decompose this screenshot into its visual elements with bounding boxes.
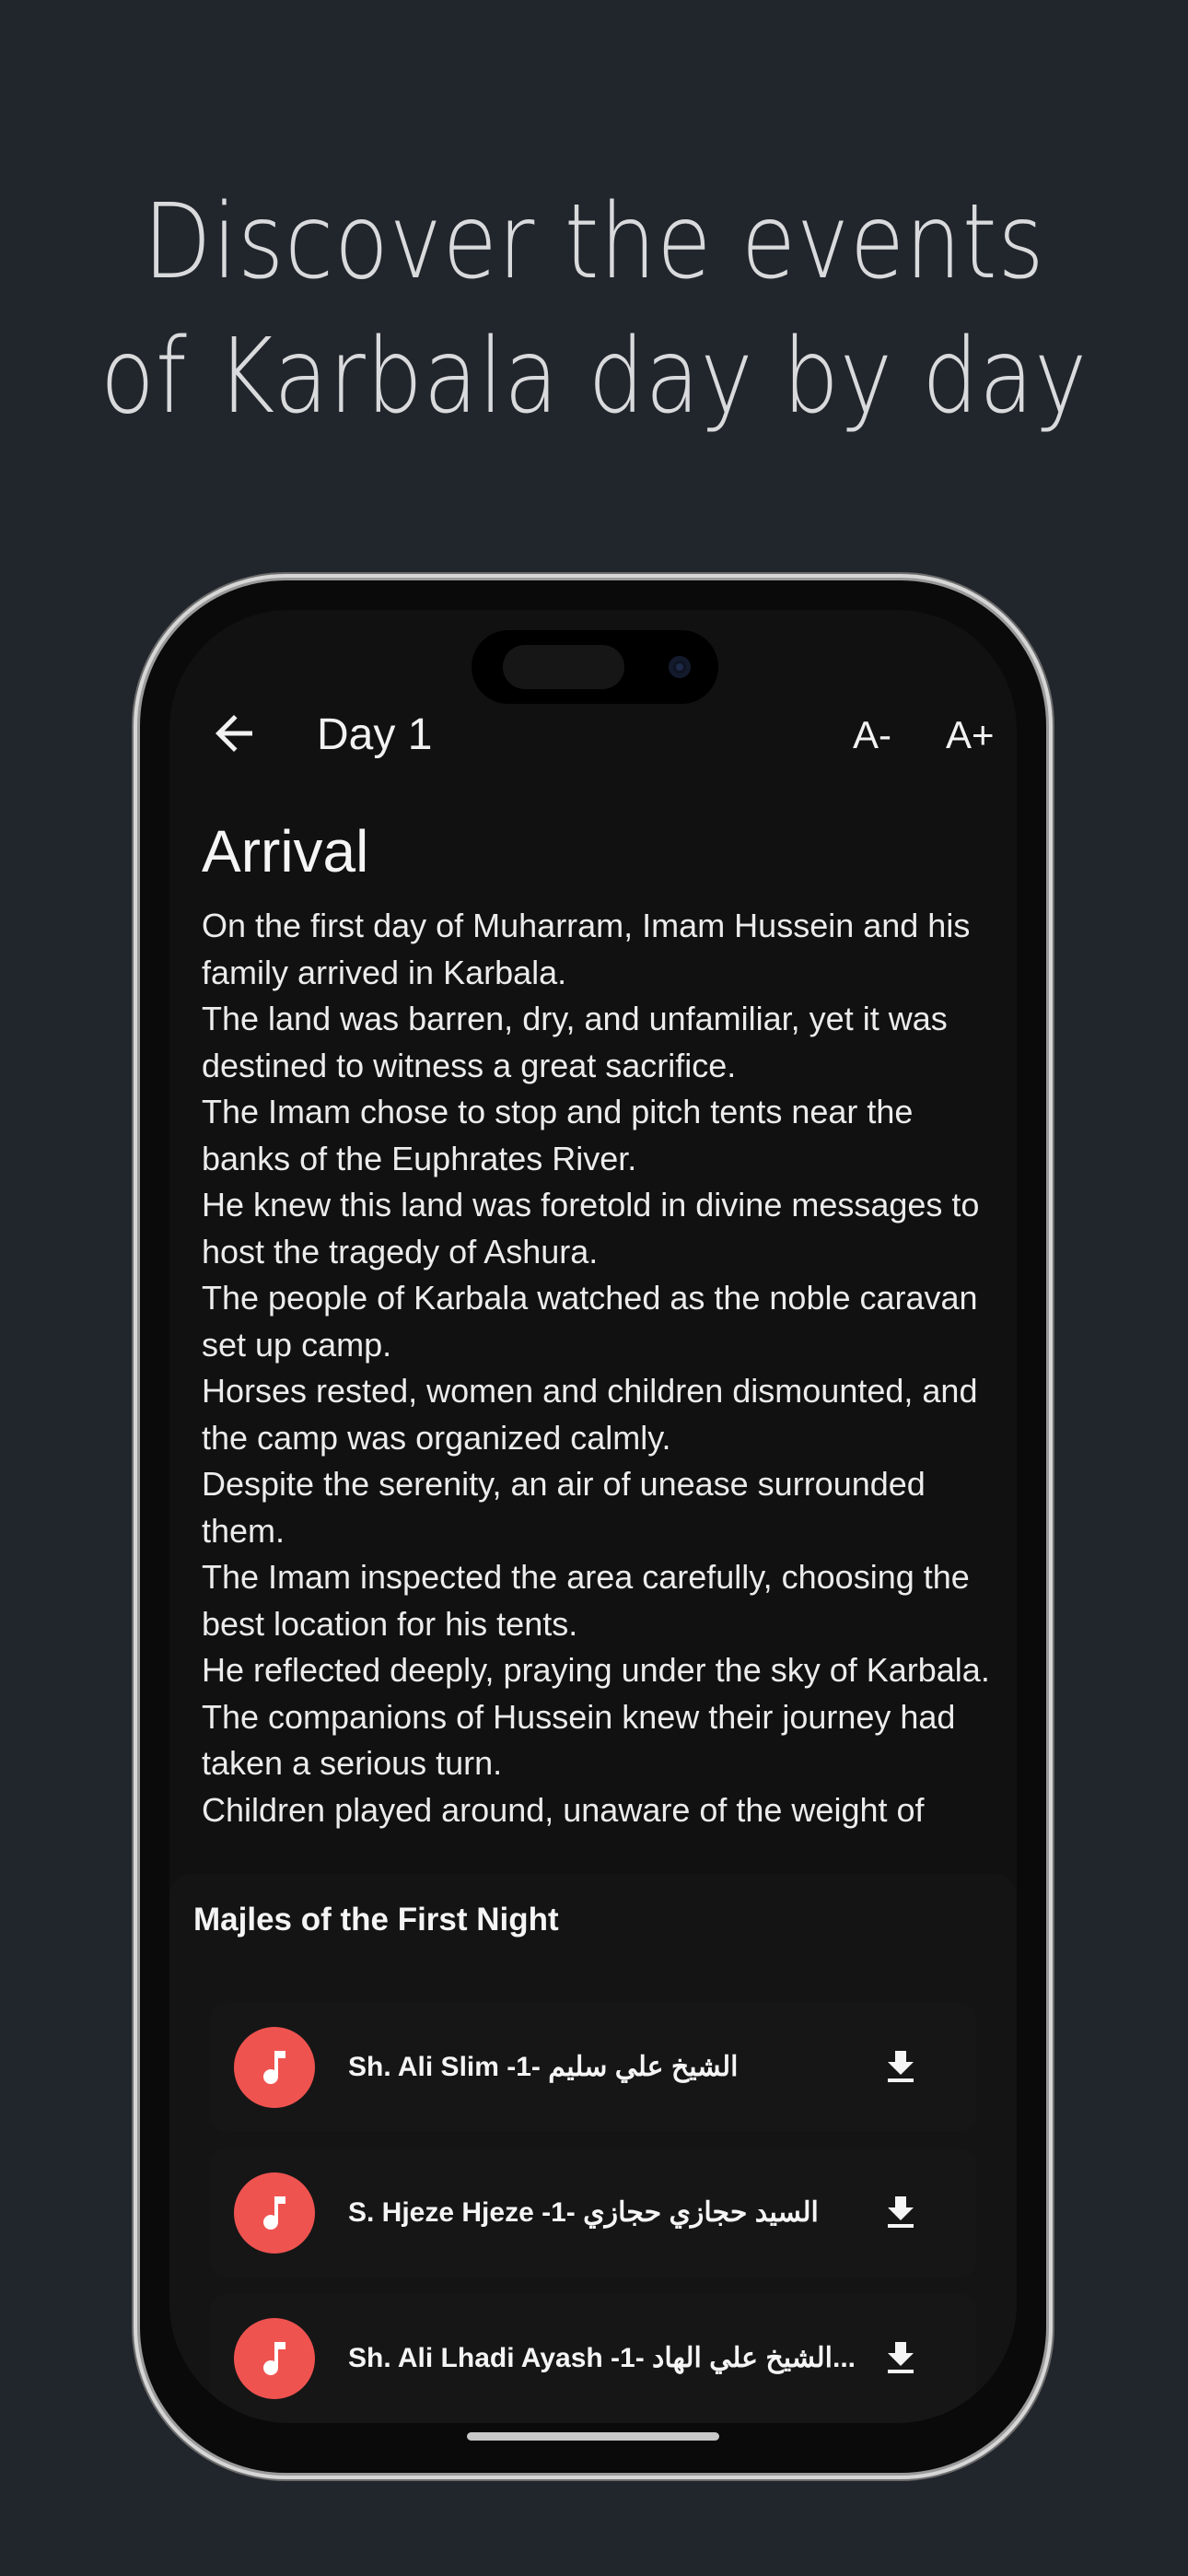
- page-title: Day 1: [317, 710, 433, 759]
- track-item[interactable]: [210, 2149, 976, 2277]
- track-title: S. Hjeze Hjeze -1- السيد حجازي حجازي: [348, 2197, 819, 2228]
- play-track-button[interactable]: [234, 2172, 315, 2254]
- majles-panel: [169, 1874, 1017, 2423]
- article-paragraph: On the first day of Muharram, Imam Hussein and his family arrived in Karbala.: [202, 907, 971, 991]
- app-screen: [169, 610, 1017, 2423]
- article-paragraph: The land was barren, dry, and unfamiliar, yet it was destined to witness a great sacrifice.: [202, 1000, 948, 1084]
- article-paragraph: Despite the serenity, an air of unease surrounded them.: [202, 1465, 926, 1550]
- headline-line-2: of Karbala day by day: [100, 317, 1088, 437]
- play-track-button[interactable]: [234, 2027, 315, 2108]
- article-body: [202, 903, 994, 1833]
- download-icon[interactable]: [879, 2191, 923, 2235]
- article-scroll[interactable]: [202, 903, 994, 1844]
- download-icon[interactable]: [879, 2045, 923, 2090]
- home-indicator[interactable]: [467, 2432, 719, 2441]
- track-item[interactable]: [210, 2294, 976, 2423]
- music-note-icon: [252, 2336, 297, 2381]
- promo-headline: [83, 175, 1104, 444]
- article-paragraph: The Imam inspected the area carefully, choosing the best location for his tents.: [202, 1558, 970, 1643]
- play-track-button[interactable]: [234, 2318, 315, 2399]
- article-paragraph: The Imam chose to stop and pitch tents near the banks of the Euphrates River.: [202, 1093, 914, 1177]
- music-note-icon: [252, 2191, 297, 2235]
- article-title: Arrival: [202, 818, 369, 884]
- arrow-back-icon[interactable]: [206, 706, 262, 761]
- article-paragraph: He knew this land was foretold in divine messages to host the tragedy of Ashura.: [202, 1186, 980, 1270]
- track-title: Sh. Ali Slim -1- الشيخ علي سليم: [348, 2052, 739, 2082]
- track-title: Sh. Ali Lhadi Ayash -1- الشيخ علي الهاد...: [348, 2343, 856, 2373]
- font-decrease-button[interactable]: A-: [853, 713, 891, 756]
- dynamic-island: [472, 630, 718, 704]
- article-paragraph: Children played around, unaware of the weight of: [202, 1790, 925, 1829]
- track-item[interactable]: [210, 2003, 976, 2132]
- music-note-icon: [252, 2045, 297, 2090]
- article-paragraph: The people of Karbala watched as the noble caravan set up camp.: [202, 1279, 978, 1364]
- article-paragraph: He reflected deeply, praying under the sky of Karbala.: [202, 1651, 990, 1689]
- font-increase-button[interactable]: A+: [946, 713, 995, 756]
- article-paragraph: Horses rested, women and children dismounted, and the camp was organized calmly.: [202, 1372, 978, 1457]
- download-icon[interactable]: [879, 2336, 923, 2381]
- majles-title: Majles of the First Night: [193, 1902, 559, 1938]
- headline-line-1: Discover the events: [143, 182, 1045, 302]
- camera-icon: [669, 656, 691, 678]
- article-paragraph: The companions of Hussein knew their journey had taken a serious turn.: [202, 1697, 956, 1782]
